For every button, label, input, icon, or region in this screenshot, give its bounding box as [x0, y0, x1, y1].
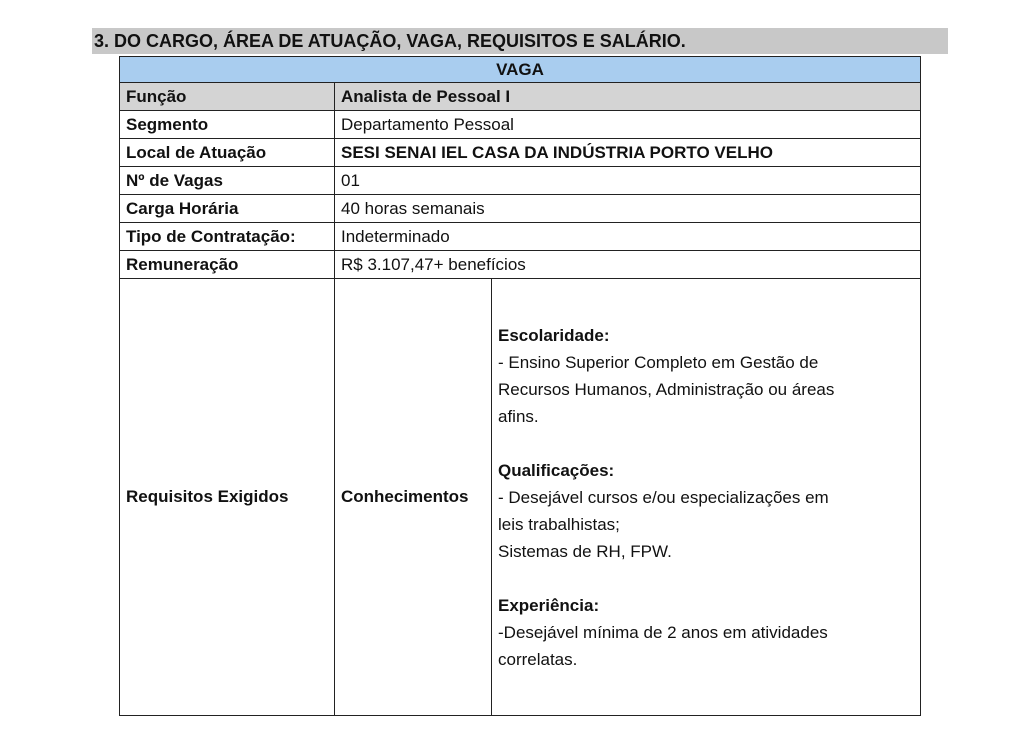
qualificacoes-block	[498, 457, 914, 565]
table-row-requisitos	[120, 279, 921, 716]
experiencia-title: Experiência:	[498, 595, 600, 615]
req-line: - Ensino Superior Completo em Gestão de	[498, 352, 819, 372]
conhecimentos-label: Conhecimentos	[335, 279, 492, 716]
escolaridade-block	[498, 322, 914, 430]
row-label: Função	[120, 83, 335, 111]
table-row-funcao	[120, 83, 921, 111]
row-value: Indeterminado	[335, 223, 921, 251]
table-row-contratacao	[120, 223, 921, 251]
table-header-row	[120, 57, 921, 83]
req-line: leis trabalhistas;	[498, 514, 620, 534]
row-label: Segmento	[120, 111, 335, 139]
vaga-table	[119, 56, 921, 716]
row-label: Remuneração	[120, 251, 335, 279]
escolaridade-title: Escolaridade:	[498, 325, 610, 345]
requisitos-label: Requisitos Exigidos	[120, 279, 335, 716]
table-row-local	[120, 139, 921, 167]
table-header: VAGA	[120, 57, 921, 83]
row-value: SESI SENAI IEL CASA DA INDÚSTRIA PORTO VELHO	[335, 139, 921, 167]
req-line: afins.	[498, 406, 539, 426]
row-label: Tipo de Contratação:	[120, 223, 335, 251]
row-value: Analista de Pessoal I	[335, 83, 921, 111]
req-line: Recursos Humanos, Administração ou áreas	[498, 379, 835, 399]
section-heading: 3. DO CARGO, ÁREA DE ATUAÇÃO, VAGA, REQUISITOS E SALÁRIO.	[92, 28, 948, 54]
table-row-carga	[120, 195, 921, 223]
requisitos-detail	[492, 279, 921, 716]
row-label: Nº de Vagas	[120, 167, 335, 195]
req-line: - Desejável cursos e/ou especializações em	[498, 487, 829, 507]
row-value: 01	[335, 167, 921, 195]
req-line: correlatas.	[498, 649, 578, 669]
req-line: Sistemas de RH, FPW.	[498, 541, 672, 561]
req-line: -Desejável mínima de 2 anos em atividades	[498, 622, 828, 642]
row-value: R$ 3.107,47+ benefícios	[335, 251, 921, 279]
qualificacoes-title: Qualificações:	[498, 460, 615, 480]
row-value: Departamento Pessoal	[335, 111, 921, 139]
table-row-segmento	[120, 111, 921, 139]
row-label: Carga Horária	[120, 195, 335, 223]
row-label: Local de Atuação	[120, 139, 335, 167]
experiencia-block	[498, 592, 914, 673]
table-row-vagas	[120, 167, 921, 195]
table-row-remuneracao	[120, 251, 921, 279]
row-value: 40 horas semanais	[335, 195, 921, 223]
